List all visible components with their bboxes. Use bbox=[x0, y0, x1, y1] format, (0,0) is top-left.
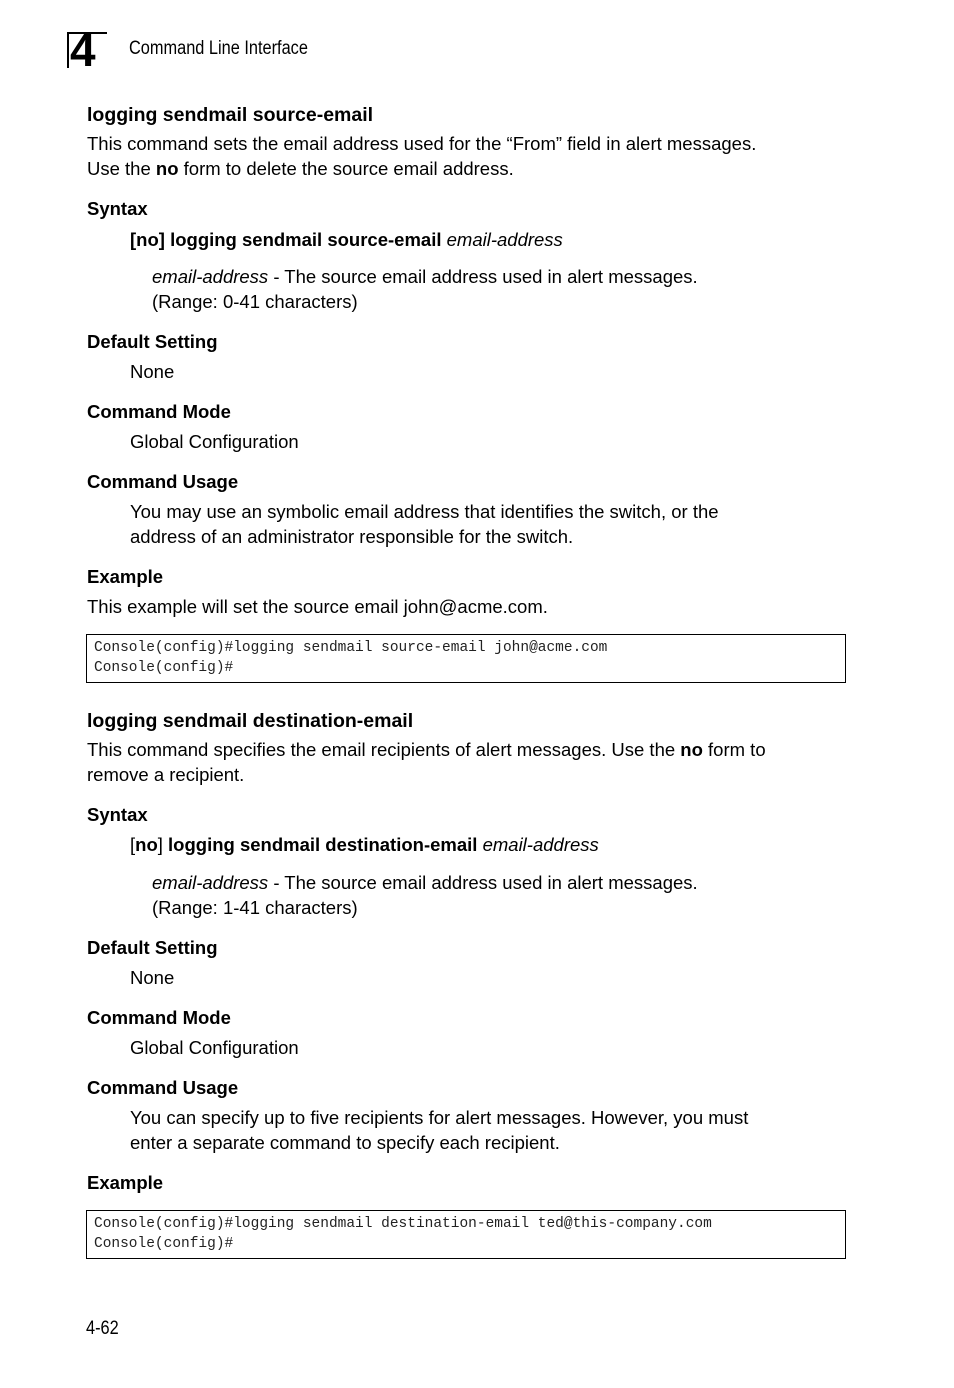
code-example: Console(config)#logging sendmail source-email john@acme.com Console(config)# bbox=[86, 634, 846, 683]
syntax-line: [no] logging sendmail destination-email email-address bbox=[130, 834, 599, 855]
command-mode-value: Global Configuration bbox=[130, 1037, 299, 1058]
syntax-line: [no] logging sendmail source-email email-address bbox=[130, 229, 563, 250]
command-mode-value: Global Configuration bbox=[130, 431, 299, 452]
example-heading: Example bbox=[87, 566, 164, 587]
command-usage-text: You may use an symbolic email address that identifies the switch, or the address of an administrator responsible for the switch. bbox=[130, 501, 719, 547]
command-mode-heading: Command Mode bbox=[87, 401, 231, 422]
command-mode-heading: Command Mode bbox=[87, 1007, 231, 1028]
chapter-number-badge bbox=[67, 24, 109, 76]
section-title: logging sendmail destination-email bbox=[87, 710, 414, 732]
command-usage-heading: Command Usage bbox=[87, 1077, 239, 1098]
code-example: Console(config)#logging sendmail destination-email ted@this-company.com Console(config)# bbox=[86, 1210, 846, 1259]
section-description: This command specifies the email recipients of alert messages. Use the no form to remove a recipient. bbox=[87, 739, 766, 785]
example-text: This example will set the source email john@acme.com. bbox=[87, 596, 548, 617]
section-title: logging sendmail source-email bbox=[87, 104, 374, 126]
default-setting-value: None bbox=[130, 361, 175, 382]
default-setting-heading: Default Setting bbox=[87, 937, 218, 958]
chapter-number: 4 bbox=[70, 24, 96, 76]
command-usage-text: You can specify up to five recipients for alert messages. However, you must enter a separate command to specify each recipient. bbox=[130, 1107, 749, 1153]
page-number: 4-62 bbox=[86, 1318, 119, 1339]
command-usage-heading: Command Usage bbox=[87, 471, 239, 492]
syntax-heading: Syntax bbox=[87, 198, 148, 219]
section-description: This command sets the email address used for the “From” field in alert messages. Use the no form to delete the source email address. bbox=[87, 133, 757, 179]
example-heading: Example bbox=[87, 1172, 164, 1193]
syntax-heading: Syntax bbox=[87, 804, 148, 825]
default-setting-value: None bbox=[130, 967, 175, 988]
parameter-description: email-address - The source email address used in alert messages. (Range: 1-41 characters) bbox=[152, 872, 698, 918]
default-setting-heading: Default Setting bbox=[87, 331, 218, 352]
chapter-title: Command Line Interface bbox=[129, 38, 308, 59]
parameter-description: email-address - The source email address used in alert messages. (Range: 0-41 characters) bbox=[152, 266, 698, 312]
